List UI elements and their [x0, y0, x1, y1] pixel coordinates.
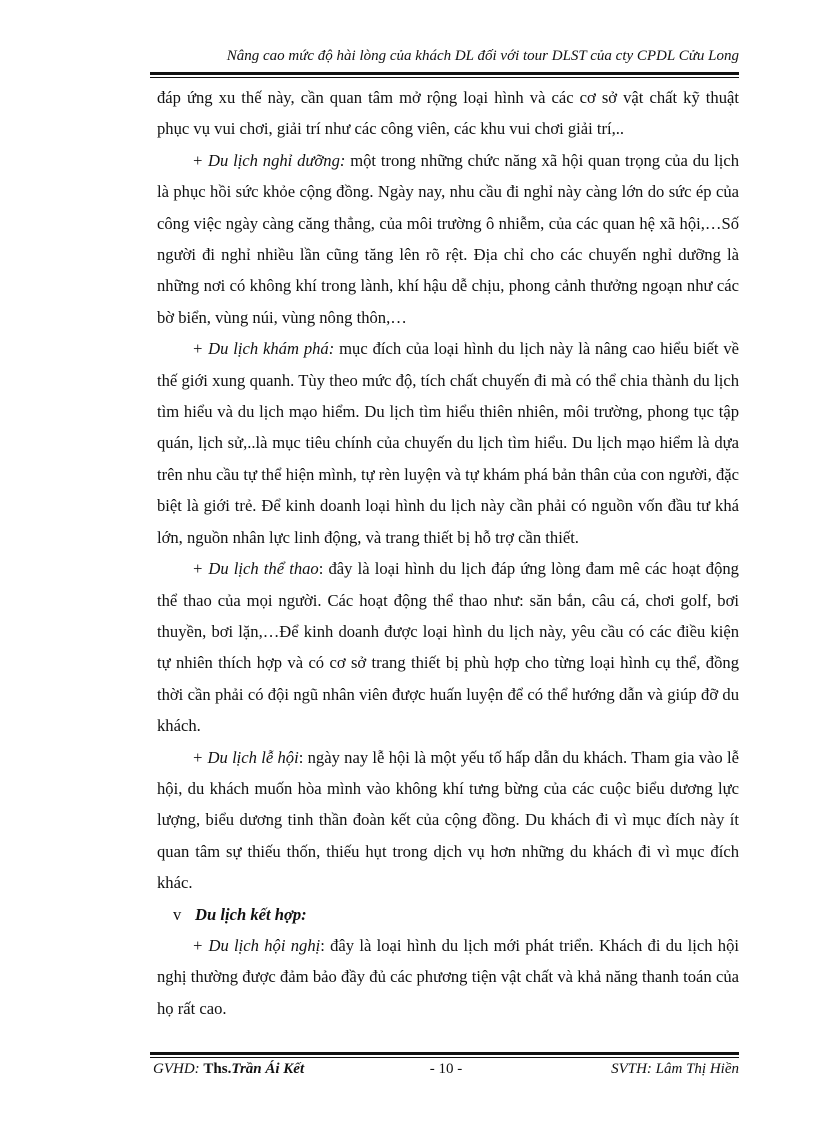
paragraph: + Du lịch lễ hội: ngày nay lễ hội là một yếu tố hấp dẫn du khách. Tham gia vào lễ hội, du khách muốn hòa mình vào không khí tưng bừng của các cuộc biểu dương lực lượng, biểu dương tinh thần đoàn kết của cộng đồng. Du khách đi vì mục đích này ít quan tâm sự thiếu thốn, thiếu hụt trong dịch vụ hơn những du khách đi vì mục đích khác. [157, 747, 739, 893]
header-rule-thin [150, 77, 739, 78]
document-body [157, 82, 739, 1024]
footer-rule-thick [150, 1052, 739, 1055]
page-header: Nâng cao mức độ hài lòng của khách DL đối với tour DLST của cty CPDL Cửu Long [226, 48, 739, 64]
bullet-heading: v Du lịch kết hợp: [157, 899, 739, 930]
paragraph: + Du lịch thể thao: đây là loại hình du lịch đáp ứng lòng đam mê các hoạt động thể thao của mọi người. Các hoạt động thể thao như: săn bắn, câu cá, chơi golf, bơi thuyền, bơi lặn,…Để kinh doanh được loại hình du lịch này, yêu cầu có các điều kiện tự nhiên thích hợp và có cơ sở trang thiết bị phù hợp cho từng loại hình cụ thể, đồng thời cần phải có đội ngũ nhân viên được huấn luyện để có thể hướng dẫn và giúp đỡ du khách. [157, 559, 739, 736]
term: + Du lịch thể thao [192, 559, 319, 579]
term: + Du lịch nghỉ dưỡng: [192, 150, 346, 170]
paragraph: đáp ứng xu thế này, cần quan tâm mở rộng loại hình và các cơ sở vật chất kỹ thuật phục vụ vui chơi, giải trí như các công viên, các khu vui chơi giải trí,.. [157, 88, 739, 139]
paragraph: + Du lịch hội nghị: đây là loại hình du lịch mới phát triển. Khách đi du lịch hội nghị thường được đảm bảo đầy đủ các phương tiện vật chất và khả năng thanh toán của họ rất cao. [157, 935, 739, 1018]
term: + Du lịch khám phá: [192, 339, 335, 359]
bullet-icon: v [173, 904, 182, 924]
footer-student: SVTH: Lâm Thị Hiền [611, 1061, 739, 1077]
footer-advisor: GVHD: Ths.Trần Ái Kết [153, 1061, 305, 1077]
footer-rule-thin [150, 1057, 739, 1058]
page-number: - 10 - [429, 1061, 463, 1077]
paragraph: + Du lịch nghỉ dưỡng: một trong những chức năng xã hội quan trọng của du lịch là phục hồi sức khỏe cộng đồng. Ngày nay, nhu cầu đi nghỉ này càng lớn do sức ép của công việc ngày càng căng thẳng, của môi trường ô nhiễm, của các quan hệ xã hội,…Số người đi nghỉ nhiều lần cũng tăng lên rõ rệt. Địa chỉ cho các chuyến nghỉ dưỡng là những nơi có không khí trong lành, khí hậu dễ chịu, phong cảnh thưởng ngoạn như các bờ biển, vùng núi, vùng nông thôn,… [157, 150, 740, 327]
term: + Du lịch lễ hội [192, 747, 299, 767]
paragraph: + Du lịch khám phá: mục đích của loại hình du lịch này là nâng cao hiểu biết về thế giới xung quanh. Tùy theo mức độ, tích chất chuyến đi mà có thể chia thành du lịch tìm hiểu và du lịch mạo hiểm. Du lịch tìm hiểu thiên nhiên, môi trường, phong tục tập quán, lịch sử,..là mục tiêu chính của chuyến du lịch tìm hiểu. Du lịch mạo hiểm là dựa trên nhu cầu tự thể hiện mình, tự rèn luyện và tự khám phá bản thân của con người, đặc biệt là giới trẻ. Để kinh doanh loại hình du lịch này cần phải có nguồn vốn đầu tư khá lớn, nguồn nhân lực linh động, và trang thiết bị hỗ trợ cần thiết. [157, 339, 739, 547]
page-footer [153, 1059, 739, 1079]
header-rule-thick [150, 72, 739, 75]
term: + Du lịch hội nghị [192, 935, 321, 955]
